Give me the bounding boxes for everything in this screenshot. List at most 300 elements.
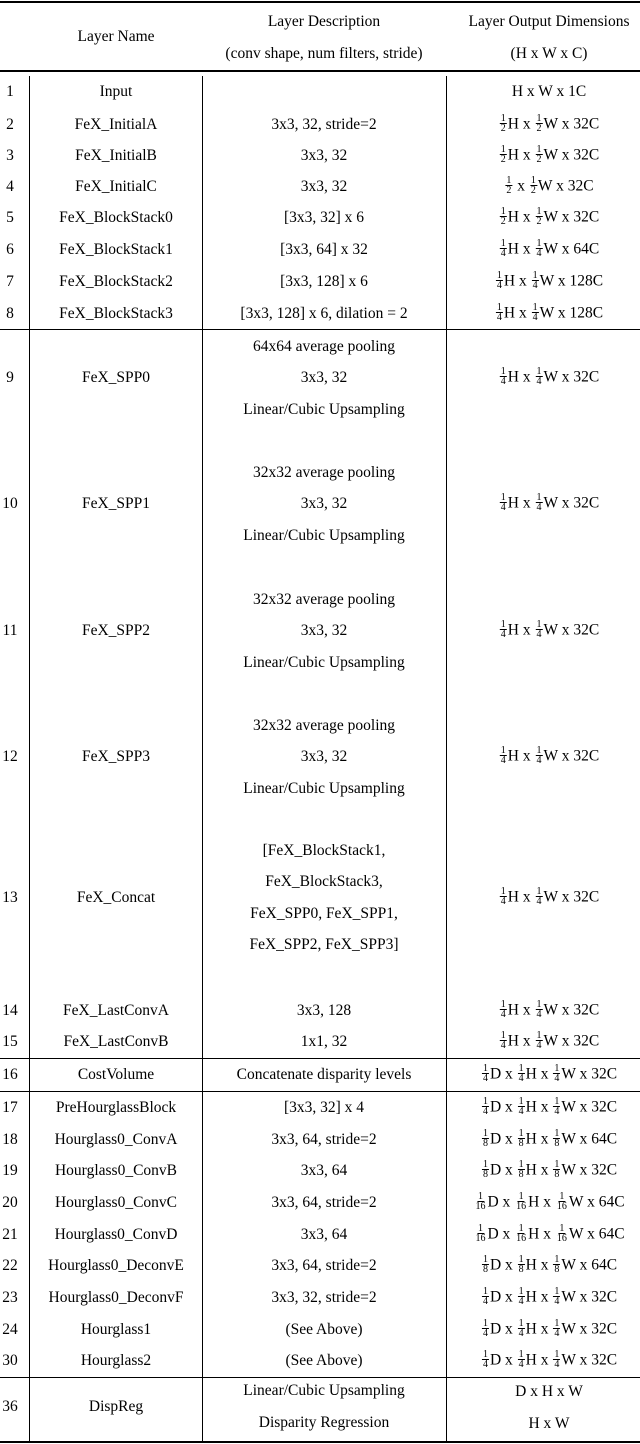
- row-index: 24: [2, 1321, 18, 1338]
- dims-text: H x: [507, 240, 535, 258]
- fraction-numerator: 1: [482, 1286, 488, 1297]
- fraction: [482, 1097, 489, 1117]
- fraction-denominator: 4: [518, 1296, 524, 1307]
- cell-layer-description: 3x3, 32: [300, 622, 348, 639]
- dims-text: H x: [503, 304, 531, 322]
- row-index: 2: [6, 116, 14, 133]
- dims-text: D x: [489, 1161, 517, 1179]
- cell-output-dims: [481, 1256, 617, 1276]
- dims-text: W x 32C: [543, 888, 600, 906]
- header-layer-description: Layer Description: [267, 13, 381, 30]
- header-layer-name: Layer Name: [77, 28, 155, 45]
- fraction-numerator: 1: [518, 1159, 524, 1170]
- row-index: 1: [6, 83, 14, 100]
- cell-layer-name: Hourglass0_ConvA: [54, 1131, 178, 1148]
- fraction-denominator: 4: [536, 755, 542, 766]
- row-index: 15: [2, 1033, 18, 1050]
- cell-layer-description: Linear/Cubic Upsampling: [243, 1382, 405, 1400]
- fraction: [500, 114, 507, 134]
- fraction: [536, 1031, 543, 1051]
- cell-layer-description: 64x64 average pooling: [252, 337, 396, 355]
- dims-text: W x 64C: [561, 1130, 618, 1148]
- dims-text: H x: [525, 1130, 553, 1148]
- row-index: 9: [6, 369, 14, 386]
- cell-layer-description: 32x32 average pooling: [252, 716, 396, 734]
- cell-layer-name: Input: [99, 83, 133, 100]
- fraction-denominator: 2: [500, 154, 506, 165]
- row-index: 6: [6, 241, 14, 258]
- fraction-numerator: 1: [518, 1223, 524, 1234]
- cell-layer-description: [3x3, 32] x 4: [283, 1099, 365, 1116]
- cell-layer-name: Hourglass0_ConvD: [54, 1226, 178, 1243]
- cell-output-dims: [481, 1351, 617, 1371]
- cell-layer-description: 1x1, 32: [300, 1033, 348, 1050]
- cell-output-dims: [515, 1383, 583, 1401]
- fraction: [536, 207, 543, 227]
- fraction-numerator: 1: [518, 1096, 524, 1107]
- fraction-numerator: 1: [482, 1063, 488, 1074]
- cell-output-dims: [499, 115, 599, 135]
- cell-layer-description: 3x3, 32: [300, 178, 348, 195]
- fraction: [482, 1064, 489, 1084]
- fraction-numerator: 1: [554, 1286, 560, 1297]
- fraction: [536, 145, 543, 165]
- cell-layer-name: FeX_InitialC: [75, 178, 157, 195]
- fraction: [518, 1350, 525, 1370]
- dims-text: H x W: [528, 1415, 570, 1432]
- fraction-denominator: 4: [518, 1106, 524, 1117]
- section-rule: [0, 329, 640, 330]
- row-index: 5: [6, 209, 14, 226]
- fraction-numerator: 1: [554, 1349, 560, 1360]
- cell-layer-description: (See Above): [285, 1352, 363, 1369]
- fraction: [518, 1064, 525, 1084]
- cell-layer-description: [FeX_BlockStack1,: [262, 841, 386, 859]
- cell-output-dims: [512, 83, 586, 101]
- fraction: [553, 1255, 560, 1275]
- dims-text: H x W x 1C: [511, 83, 587, 100]
- fraction-numerator: 1: [536, 1030, 542, 1041]
- fraction: [500, 746, 507, 766]
- cell-layer-name: Hourglass1: [80, 1321, 152, 1338]
- cell-output-dims: [481, 1161, 617, 1181]
- fraction-denominator: 4: [500, 502, 506, 513]
- dims-text: W x 64C: [543, 240, 600, 258]
- dims-text: H x: [507, 146, 535, 164]
- fraction-denominator: 16: [475, 1233, 486, 1244]
- cell-layer-name: FeX_LastConvA: [63, 1002, 169, 1019]
- fraction-numerator: 1: [554, 1254, 560, 1265]
- dims-text: W x 32C: [561, 1320, 618, 1338]
- dims-text: W x 32C: [561, 1351, 618, 1369]
- fraction-numerator: 1: [554, 1128, 560, 1139]
- row-index: 19: [2, 1162, 18, 1179]
- cell-layer-name: FeX_SPP1: [81, 495, 151, 512]
- fraction-denominator: 4: [500, 755, 506, 766]
- cell-layer-description: FeX_SPP2, FeX_SPP3]: [249, 936, 399, 954]
- fraction-denominator: 2: [530, 185, 536, 196]
- row-index: 20: [2, 1194, 18, 1211]
- fraction-denominator: 4: [554, 1106, 560, 1117]
- row-index: 30: [2, 1352, 18, 1369]
- fraction-denominator: 16: [516, 1233, 527, 1244]
- dims-text: W x 32C: [543, 494, 600, 512]
- cell-layer-description: 3x3, 32, stride=2: [271, 1289, 377, 1306]
- cell-layer-name: FeX_InitialB: [75, 147, 157, 164]
- cell-layer-name: FeX_Concat: [76, 889, 156, 906]
- row-index: 23: [2, 1289, 18, 1306]
- fraction-numerator: 1: [536, 366, 542, 377]
- fraction-numerator: 1: [500, 1030, 506, 1041]
- fraction-numerator: 1: [536, 144, 542, 155]
- row-index: 13: [2, 889, 18, 906]
- fraction: [482, 1255, 489, 1275]
- dims-text: H x: [507, 621, 535, 639]
- dims-text: W x 32C: [543, 747, 600, 765]
- fraction: [500, 493, 507, 513]
- fraction-denominator: 4: [536, 629, 542, 640]
- fraction: [553, 1160, 560, 1180]
- cell-layer-description: Linear/Cubic Upsampling: [243, 779, 405, 797]
- fraction: [500, 367, 507, 387]
- cell-layer-description: 3x3, 64, stride=2: [271, 1194, 377, 1211]
- cell-layer-name: FeX_SPP0: [81, 369, 151, 386]
- fraction-numerator: 1: [536, 206, 542, 217]
- cell-output-dims: [499, 1001, 599, 1021]
- fraction: [474, 1224, 486, 1244]
- cell-output-dims: [499, 494, 599, 514]
- cell-output-dims: [481, 1288, 617, 1308]
- cell-layer-description: 32x32 average pooling: [252, 463, 396, 481]
- cell-layer-description: Linear/Cubic Upsampling: [243, 653, 405, 671]
- dims-text: D x: [489, 1351, 517, 1369]
- section-rule: [0, 1091, 640, 1092]
- dims-text: H x: [507, 747, 535, 765]
- cell-layer-name: FeX_SPP3: [81, 748, 151, 765]
- fraction-numerator: 1: [554, 1318, 560, 1329]
- cell-layer-name: Hourglass0_DeconvF: [48, 1289, 184, 1306]
- fraction-numerator: 1: [500, 492, 506, 503]
- fraction: [500, 145, 507, 165]
- fraction-denominator: 4: [554, 1296, 560, 1307]
- cell-output-dims: [481, 1320, 617, 1340]
- dims-text: W x 32C: [561, 1288, 618, 1306]
- fraction: [515, 1224, 527, 1244]
- cell-layer-name: FeX_InitialA: [74, 116, 158, 133]
- fraction-denominator: 4: [496, 312, 502, 323]
- column-divider: [446, 76, 447, 1441]
- cell-layer-description: 3x3, 32: [300, 369, 348, 386]
- cell-output-dims: [499, 208, 599, 228]
- cell-layer-description: Linear/Cubic Upsampling: [243, 400, 405, 418]
- fraction-denominator: 4: [554, 1328, 560, 1339]
- bottom-rule: [0, 1441, 640, 1443]
- dims-text: W x 32C: [543, 208, 600, 226]
- fraction-numerator: 1: [500, 206, 506, 217]
- fraction: [536, 367, 543, 387]
- fraction-denominator: 2: [536, 216, 542, 227]
- fraction-numerator: 1: [482, 1096, 488, 1107]
- fraction: [553, 1350, 560, 1370]
- cell-layer-description: 3x3, 128: [296, 1002, 352, 1019]
- cell-output-dims: [499, 368, 599, 388]
- cell-layer-description: Linear/Cubic Upsampling: [243, 526, 405, 544]
- fraction: [482, 1287, 489, 1307]
- fraction: [518, 1097, 525, 1117]
- fraction-denominator: 4: [536, 1009, 542, 1020]
- fraction-denominator: 8: [518, 1169, 524, 1180]
- fraction: [518, 1255, 525, 1275]
- fraction-denominator: 4: [500, 629, 506, 640]
- fraction-denominator: 2: [500, 123, 506, 134]
- dims-text: H x: [525, 1320, 553, 1338]
- fraction-numerator: 1: [477, 1191, 483, 1202]
- cell-output-dims: [499, 888, 599, 908]
- row-index: 7: [6, 273, 14, 290]
- fraction: [482, 1129, 489, 1149]
- cell-layer-description: 3x3, 32: [300, 495, 348, 512]
- cell-layer-name: PreHourglassBlock: [55, 1099, 177, 1116]
- dims-text: W x 128C: [539, 272, 604, 290]
- row-index: 12: [2, 748, 18, 765]
- dims-text: W x 128C: [539, 304, 604, 322]
- dims-text: H x: [525, 1098, 553, 1116]
- fraction-denominator: 4: [554, 1073, 560, 1084]
- fraction-denominator: 8: [518, 1138, 524, 1149]
- fraction: [500, 1031, 507, 1051]
- fraction-numerator: 1: [536, 113, 542, 124]
- header-layer-description-sub: (conv shape, num filters, stride): [225, 45, 423, 62]
- fraction-denominator: 4: [482, 1106, 488, 1117]
- row-index: 3: [6, 147, 14, 164]
- cell-layer-name: FeX_BlockStack0: [59, 209, 173, 226]
- fraction: [553, 1129, 560, 1149]
- fraction-numerator: 1: [500, 745, 506, 756]
- fraction: [500, 887, 507, 907]
- fraction-denominator: 4: [536, 248, 542, 259]
- cell-layer-description: 3x3, 64: [300, 1226, 348, 1243]
- row-index: 11: [2, 622, 18, 639]
- row-index: 21: [2, 1226, 18, 1243]
- section-rule: [0, 1058, 640, 1059]
- fraction: [518, 1287, 525, 1307]
- dims-text: H x: [528, 1225, 555, 1243]
- fraction-numerator: 1: [532, 270, 538, 281]
- dims-text: H x: [507, 494, 535, 512]
- dims-text: D x: [489, 1320, 517, 1338]
- row-index: 4: [6, 178, 14, 195]
- top-rule: [0, 1, 640, 3]
- cell-output-dims: [481, 1065, 617, 1085]
- fraction-denominator: 4: [518, 1359, 524, 1370]
- fraction-numerator: 1: [559, 1223, 565, 1234]
- fraction-denominator: 8: [482, 1169, 488, 1180]
- fraction-numerator: 1: [500, 619, 506, 630]
- fraction-denominator: 2: [536, 154, 542, 165]
- cell-layer-name: CostVolume: [77, 1066, 155, 1083]
- fraction-denominator: 4: [500, 896, 506, 907]
- dims-text: D x: [487, 1193, 515, 1211]
- fraction-denominator: 4: [482, 1359, 488, 1370]
- fraction-numerator: 1: [554, 1159, 560, 1170]
- cell-output-dims: [499, 1032, 599, 1052]
- fraction-numerator: 1: [482, 1318, 488, 1329]
- cell-layer-name: DispReg: [88, 1398, 144, 1415]
- cell-layer-description: 3x3, 32, stride=2: [271, 116, 377, 133]
- dims-text: W x 32C: [543, 1001, 600, 1019]
- fraction-denominator: 4: [536, 1040, 542, 1051]
- cell-layer-description: FeX_BlockStack3,: [265, 873, 383, 891]
- cell-layer-name: Hourglass0_ConvB: [54, 1162, 178, 1179]
- fraction: [496, 271, 503, 291]
- cell-layer-name: FeX_BlockStack3: [59, 305, 173, 322]
- dims-text: H x: [507, 888, 535, 906]
- fraction: [536, 746, 543, 766]
- fraction-denominator: 2: [536, 123, 542, 134]
- dims-text: W x 64C: [561, 1256, 618, 1274]
- fraction-denominator: 4: [536, 376, 542, 387]
- fraction-denominator: 4: [500, 1040, 506, 1051]
- fraction: [518, 1160, 525, 1180]
- fraction-denominator: 4: [536, 502, 542, 513]
- cell-layer-description: (See Above): [285, 1321, 363, 1338]
- cell-layer-description: [3x3, 64] x 32: [280, 241, 368, 258]
- header-rule: [0, 70, 640, 72]
- fraction-numerator: 1: [482, 1254, 488, 1265]
- fraction: [532, 271, 539, 291]
- cell-layer-description: FeX_SPP0, FeX_SPP1,: [250, 904, 398, 922]
- fraction-denominator: 16: [516, 1201, 527, 1212]
- dims-text: W x 32C: [561, 1161, 618, 1179]
- dims-text: W x 32C: [561, 1065, 618, 1083]
- cell-layer-description: [3x3, 32] x 6: [283, 209, 365, 226]
- cell-layer-name: Hourglass2: [80, 1352, 152, 1369]
- fraction-numerator: 1: [536, 886, 542, 897]
- fraction: [500, 207, 507, 227]
- cell-layer-name: FeX_LastConvB: [63, 1033, 169, 1050]
- dims-text: W x 64C: [568, 1225, 625, 1243]
- dims-text: H x: [503, 272, 531, 290]
- fraction-denominator: 4: [500, 248, 506, 259]
- fraction-numerator: 1: [500, 999, 506, 1010]
- fraction: [536, 114, 543, 134]
- column-divider: [29, 76, 30, 1441]
- cell-output-dims: [473, 1225, 624, 1245]
- fraction-numerator: 1: [536, 619, 542, 630]
- fraction-denominator: 16: [556, 1201, 567, 1212]
- dims-text: H x: [507, 1001, 535, 1019]
- fraction: [496, 303, 503, 323]
- fraction: [553, 1097, 560, 1117]
- dims-text: D x: [489, 1256, 517, 1274]
- fraction-denominator: 4: [532, 280, 538, 291]
- dims-text: H x: [525, 1065, 553, 1083]
- fraction: [500, 1000, 507, 1020]
- cell-output-dims: [499, 747, 599, 767]
- fraction-denominator: 8: [482, 1138, 488, 1149]
- fraction: [474, 1192, 486, 1212]
- fraction-denominator: 8: [554, 1169, 560, 1180]
- cell-output-dims: [528, 1415, 569, 1433]
- fraction-numerator: 1: [559, 1191, 565, 1202]
- dims-text: H x: [525, 1288, 553, 1306]
- dims-text: W x 64C: [568, 1193, 625, 1211]
- fraction-numerator: 1: [482, 1159, 488, 1170]
- fraction: [536, 1000, 543, 1020]
- fraction-denominator: 16: [556, 1233, 567, 1244]
- cell-layer-name: FeX_BlockStack2: [59, 273, 173, 290]
- cell-output-dims: [481, 1130, 617, 1150]
- fraction: [553, 1319, 560, 1339]
- column-divider: [202, 76, 203, 1441]
- cell-layer-name: FeX_SPP2: [81, 622, 151, 639]
- row-index: 10: [2, 495, 18, 512]
- dims-text: D x: [489, 1288, 517, 1306]
- fraction: [553, 1064, 560, 1084]
- fraction-denominator: 4: [518, 1328, 524, 1339]
- fraction-numerator: 1: [496, 270, 502, 281]
- fraction-numerator: 1: [500, 144, 506, 155]
- dims-text: W x 32C: [543, 368, 600, 386]
- dims-text: W x 32C: [543, 1032, 600, 1050]
- fraction-denominator: 4: [536, 896, 542, 907]
- fraction-numerator: 1: [536, 745, 542, 756]
- fraction-numerator: 1: [500, 113, 506, 124]
- fraction-denominator: 2: [500, 216, 506, 227]
- fraction: [482, 1160, 489, 1180]
- fraction-numerator: 1: [536, 238, 542, 249]
- fraction-denominator: 8: [554, 1138, 560, 1149]
- fraction-numerator: 1: [482, 1349, 488, 1360]
- fraction-denominator: 4: [500, 1009, 506, 1020]
- row-index: 8: [6, 305, 14, 322]
- fraction-denominator: 4: [518, 1073, 524, 1084]
- fraction-numerator: 1: [500, 886, 506, 897]
- fraction-numerator: 1: [518, 1318, 524, 1329]
- cell-output-dims: [504, 177, 593, 197]
- dims-text: W x 32C: [561, 1098, 618, 1116]
- fraction-numerator: 1: [518, 1286, 524, 1297]
- fraction-denominator: 8: [518, 1264, 524, 1275]
- fraction-numerator: 1: [506, 175, 512, 186]
- fraction: [553, 1287, 560, 1307]
- header-output-dims: Layer Output Dimensions: [468, 13, 630, 30]
- dims-text: W x 32C: [543, 621, 600, 639]
- fraction: [530, 176, 537, 196]
- cell-output-dims: [495, 304, 603, 324]
- fraction-denominator: 16: [475, 1201, 486, 1212]
- row-index: 22: [2, 1257, 18, 1274]
- cell-layer-description: Disparity Regression: [258, 1413, 390, 1431]
- cell-layer-description: 3x3, 64: [300, 1162, 348, 1179]
- cell-layer-description: 3x3, 64, stride=2: [271, 1257, 377, 1274]
- fraction-numerator: 1: [554, 1096, 560, 1107]
- header-output-dims-sub: (H x W x C): [510, 45, 588, 62]
- dims-text: D x: [489, 1065, 517, 1083]
- dims-text: D x: [487, 1225, 515, 1243]
- fraction: [500, 239, 507, 259]
- row-index: 36: [2, 1398, 18, 1415]
- dims-text: H x: [525, 1351, 553, 1369]
- fraction: [518, 1319, 525, 1339]
- dims-text: H x: [528, 1193, 555, 1211]
- fraction: [505, 176, 512, 196]
- cell-layer-description: Concatenate disparity levels: [236, 1066, 412, 1083]
- dims-text: D x: [489, 1130, 517, 1148]
- fraction: [556, 1192, 568, 1212]
- dims-text: W x 32C: [543, 146, 600, 164]
- fraction-denominator: 8: [554, 1264, 560, 1275]
